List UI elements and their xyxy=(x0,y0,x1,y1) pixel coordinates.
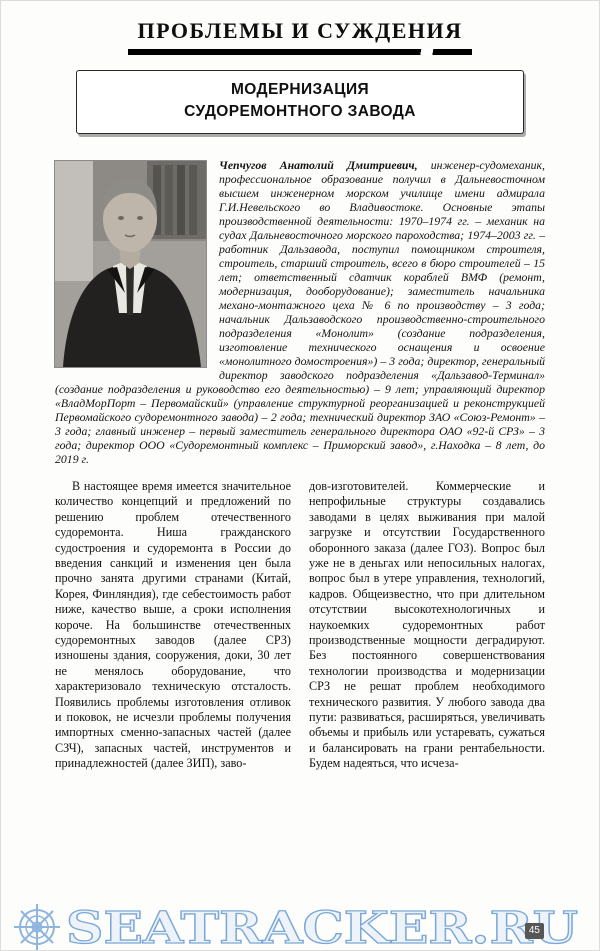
article-title-line2: СУДОРЕМОНТНОГО ЗАВОДА xyxy=(184,103,416,121)
page-number: 45 xyxy=(525,923,544,939)
article-title-box xyxy=(76,70,524,134)
watermark-text: SEATRACKER.RU xyxy=(66,903,578,951)
portrait-image xyxy=(55,161,206,367)
section-header: ПРОБЛЕМЫ И СУЖДЕНИЯ xyxy=(137,18,463,43)
bio-name: Чепчугов Анатолий Дмитриевич, xyxy=(219,157,418,172)
bio-text: инженер-судомеханик, профессиональное образование получил в Дальневосточном высшем инженерном морском училище имени адмирала Г.И.Невельского во Владивостоке. Основные этапы производственной деятельности: 1970–1974 гг. – механик на судах Дальневосточного морского пароходства; 1974–2003 гг. – работник Дальзавода, поступил помощником строителя, строитель, старший строитель, всего в бюро строителей – 15 лет; ответственный сдатчик кораблей ВМФ (ремонт, модернизация, дооборудование); заместитель начальника механо-монтажного цеха № 6 по производству – 3 года; начальник Дальзаводского производственно-строительного подразделения «Монолит» (создание подразделения, изготовление технического оснащения и освоение «монолитного домостроения») – 3 года; директор, генеральный директор заводского подразделения «Дальзавод-Терминал» (создание подразделения и руководство его деятельностью) – 9 лет; управляющий директор «ВладМорПорт – Первомайский» (управление структурной реорганизацией и реконструкцией Первомайского судоремонтного завода) – 2 года; технический директор ЗАО «Союз-Ремонт» – 3 года; главный инженер – первый заместитель генерального директора ОАО «92-й СРЗ» – 3 года; директор ООО «Судоремонтный комплекс – Приморский завод», г.Находка – 8 лет, до 2019 г. xyxy=(55,157,545,466)
body-column-left xyxy=(55,479,291,772)
watermark xyxy=(12,901,590,951)
body-text-right: дов-изготовителей. Коммерческие и непрофильные структуры создавались заводами в целях выживания при малой загрузке и отсутствии Государственного оборонного заказа (далее ГОЗ). Вопрос был уже не в деньгах или непосильных налогах, вопрос был в утере управления, технологий, кадров. Общеизвестно, что при длительном отсутствии высокотехнологичных и наукоемких судоремонтных работ производственные мощности деградируют. Без постоянного совершенствования технологии производства и модернизации СРЗ не решат проблем необходимого технического развития. У любого завода два пути: развиваться, расширяться, увеличивать объемы и прибыль или устаревать, сужаться и балансировать на грани рентабельности. Будем надеяться, что исчеза- xyxy=(309,478,545,771)
portrait-photo xyxy=(55,161,206,367)
header-rule xyxy=(128,49,472,55)
article-body xyxy=(55,479,545,772)
article-title-line1: МОДЕРНИЗАЦИЯ xyxy=(230,81,370,98)
ship-wheel-icon xyxy=(14,904,60,950)
body-text-left: В настоящее время имеется значительное количество концепций и предложений по решению проблем отечественного судоремонта. Ниша гражданского судостроения и судоремонта в России до введения санкций и изменения цен была прочно занята другими странами (Китай, Корея, Финляндия), где себестоимость работ ниже, качество выше, а сроки исполнения короче. На большинстве отечественных судоремонтных заводов (далее СРЗ) изношены здания, сооружения, доки, 30 лет не менялось оборудование, что характеризовало техническую отсталость. Появились проблемы изготовления отливок и поковок, не исчезли проблемы получения импортных сменно-запасных частей (далее СЗЧ), запасных частей, инструментов и принадлежностей (далее ЗИП), заво- xyxy=(55,478,291,771)
body-column-right xyxy=(309,479,545,772)
bio-section xyxy=(55,158,545,466)
